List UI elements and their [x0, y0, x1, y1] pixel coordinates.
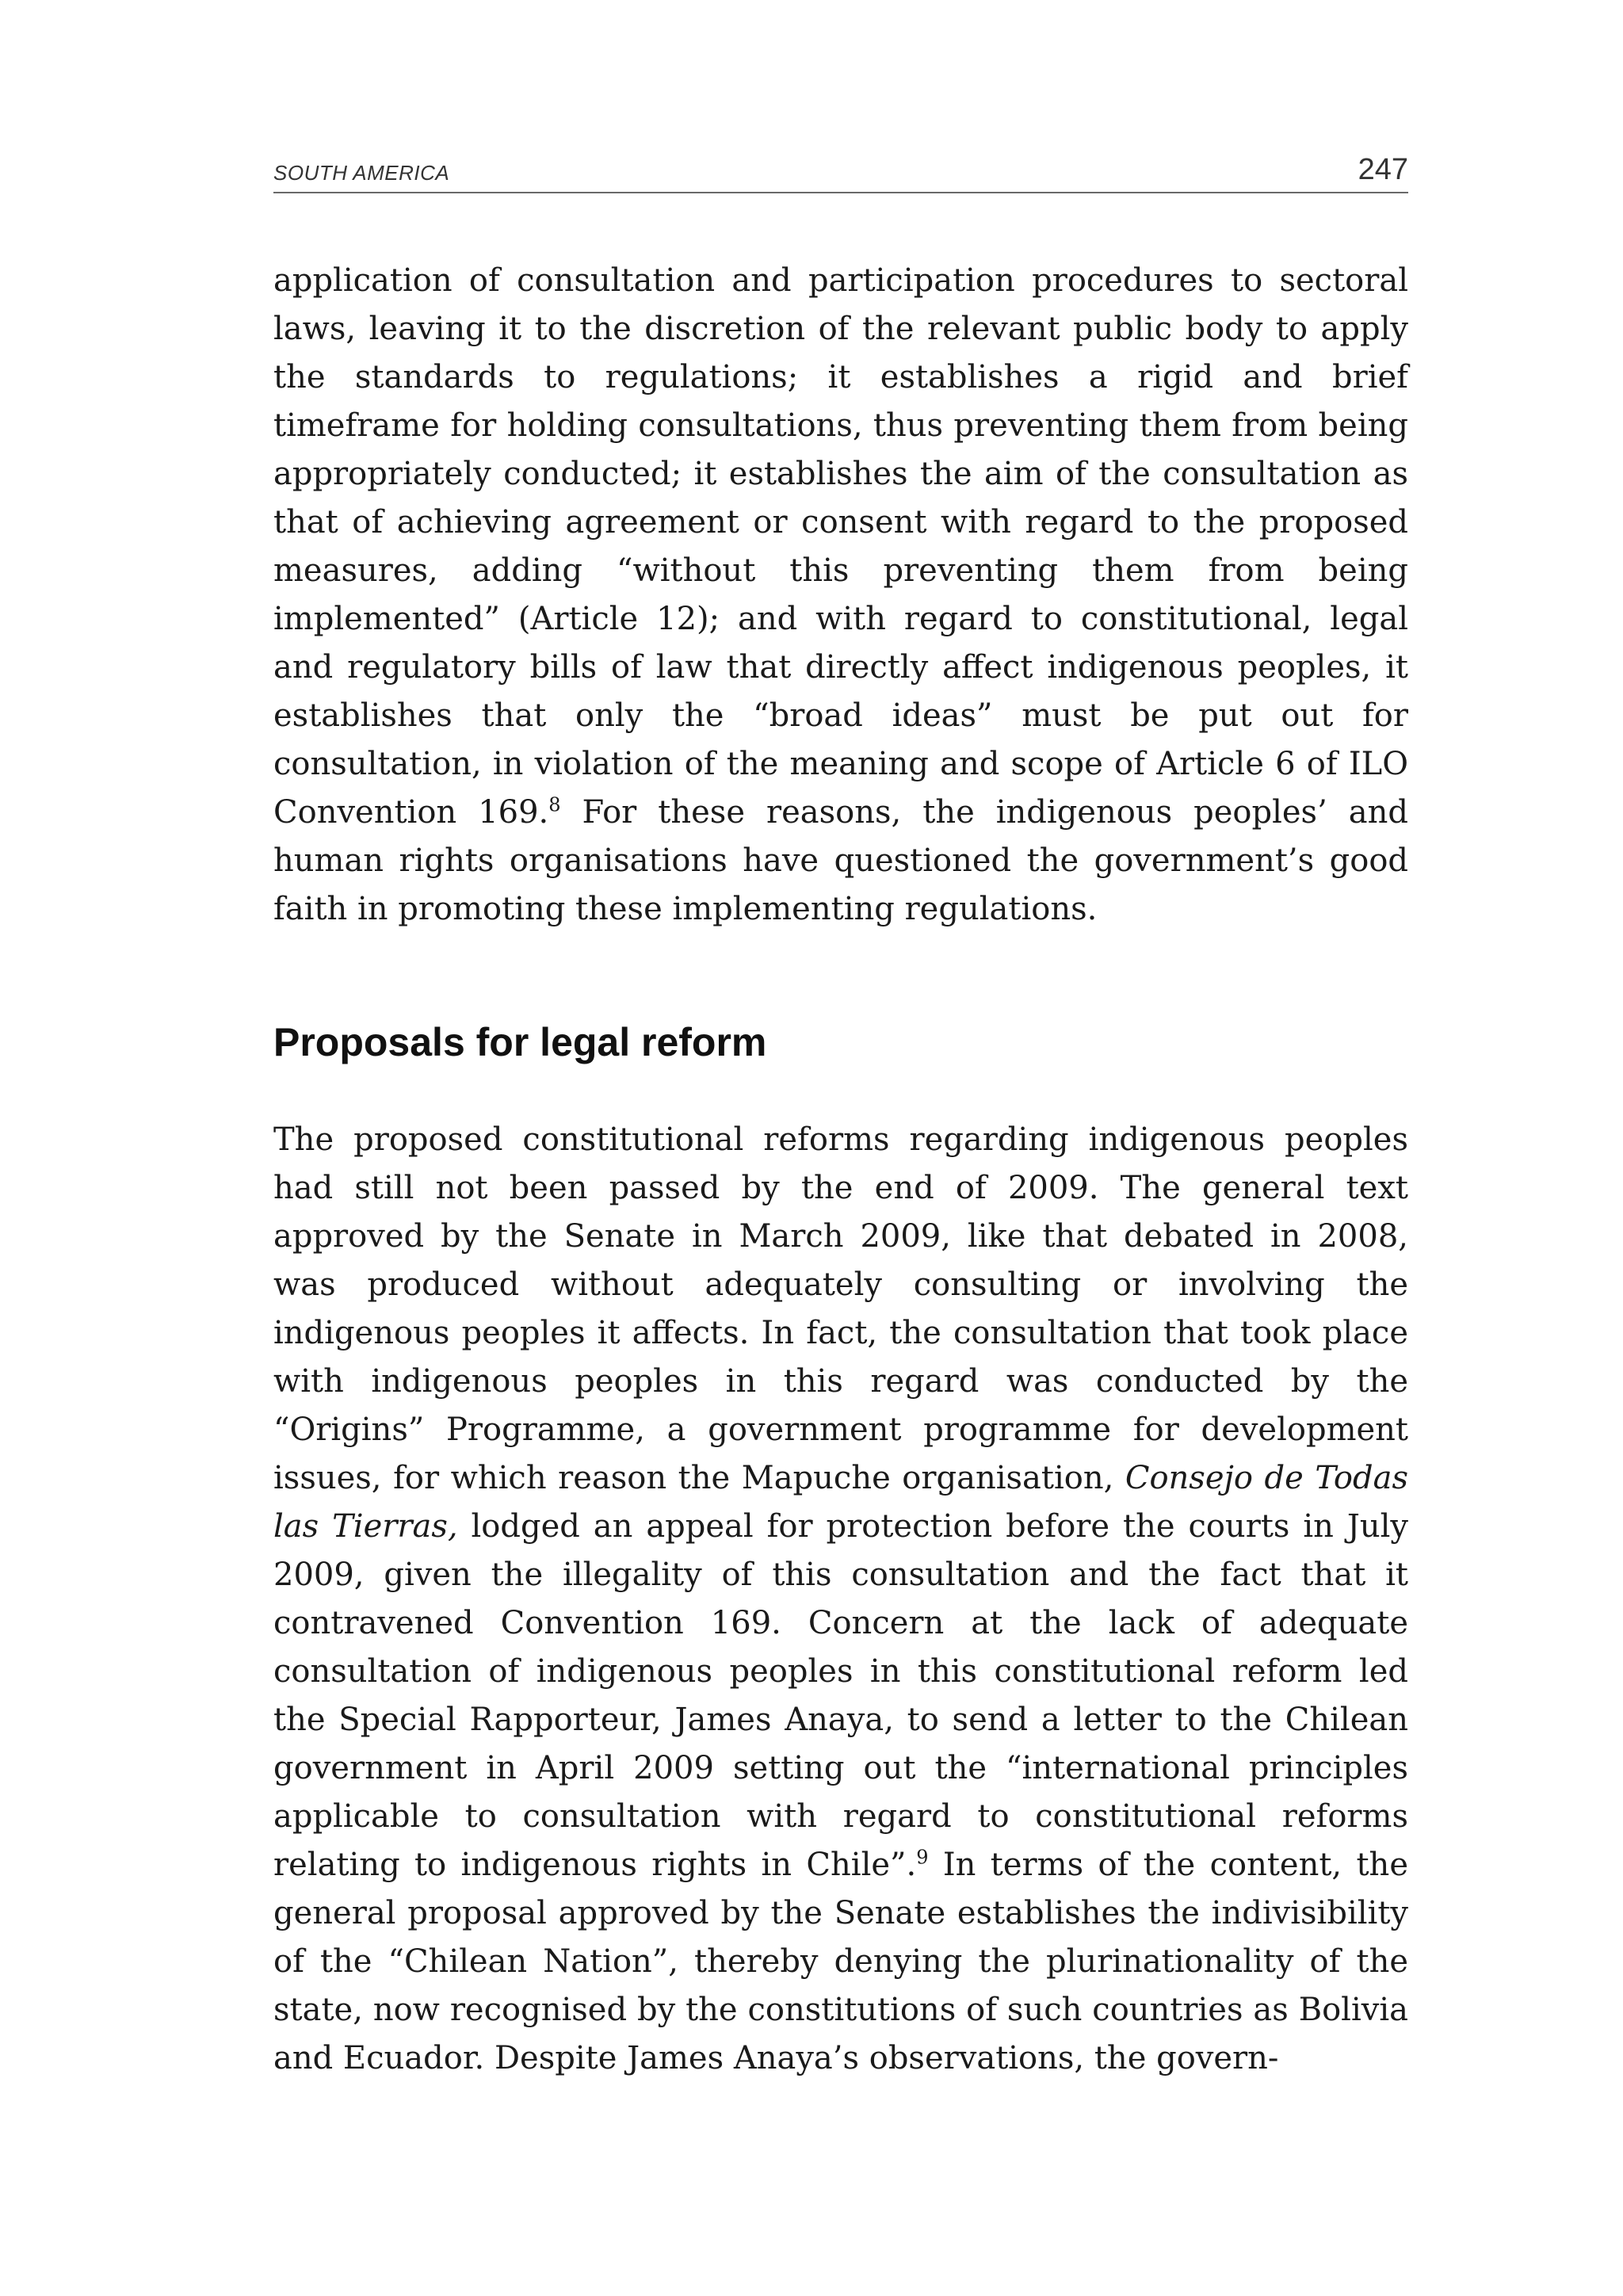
paragraph-text-continued: For these reasons, the indigenous peoples’ and human rights organisations have questioned the government’s good faith in promoting these implementing regulations.: [273, 794, 1408, 927]
section-name: SOUTH AMERICA: [273, 161, 450, 185]
footnote-marker-9[interactable]: 9: [916, 1846, 929, 1869]
paragraph-text: The proposed constitutional reforms regarding indigenous peoples had still not been passed by the end of 2009. The general text approved by the Senate in March 2009, like that debated in 2008, was produced without adequately consulting or involving the indigenous peoples it affects. In fact, the consultation that took place with indigenous peoples in this regard was conducted by the “Origins” Programme, a government programme for development issues, for which reason the Mapuche organisation,: [273, 1121, 1408, 1496]
page-number: 247: [1358, 153, 1408, 186]
paragraph-text-end: In terms of the content, the general proposal approved by the Senate establishes the indivisibility of the “Chilean Nation”, thereby denying the plurinationality of the state, now recognised by the constitutions of such countries as Bolivia and Ecuador. Despite James Anaya’s observations, the govern-: [273, 1847, 1408, 2076]
paragraph-constitutional-reforms: [273, 1116, 1408, 2083]
paragraph-consultation-regulations: [273, 257, 1408, 934]
running-header: [273, 151, 1408, 193]
section-heading: Proposals for legal reform: [273, 1020, 767, 1064]
document-page: [273, 151, 1408, 2083]
paragraph-text-continued: lodged an appeal for protection before the courts in July 2009, given the illegality of this consultation and the fact that it contravened Convention 169. Concern at the lack of adequate consultation of indigenous peoples in this constitutional reform led the Special Rapporteur, James Anaya, to send a letter to the Chilean government in April 2009 setting out the “international principles applicable to consultation with regard to constitutional reforms relating to indigenous rights in Chile”.: [273, 1508, 1409, 1883]
paragraph-text: application of consultation and participation procedures to sectoral laws, leaving it to the discretion of the relevant public body to apply the standards to regulations; it establishes a rigid and brief timeframe for holding consultations, thus preventing them from being appropriately conducted; it establishes the aim of the consultation as that of achieving agreement or consent with regard to the proposed measures, adding “without this preventing them from being implemented” (Article 12); and with regard to constitutional, legal and regulatory bills of law that directly affect indigenous peoples, it establishes that only the “broad ideas” must be put out for consultation, in violation of the meaning and scope of Article 6 of ILO Convention 169.: [273, 262, 1408, 831]
footnote-marker-8[interactable]: 8: [548, 793, 561, 816]
organisation-name: Consejo de Todas las Tierras,: [273, 1460, 1408, 1545]
